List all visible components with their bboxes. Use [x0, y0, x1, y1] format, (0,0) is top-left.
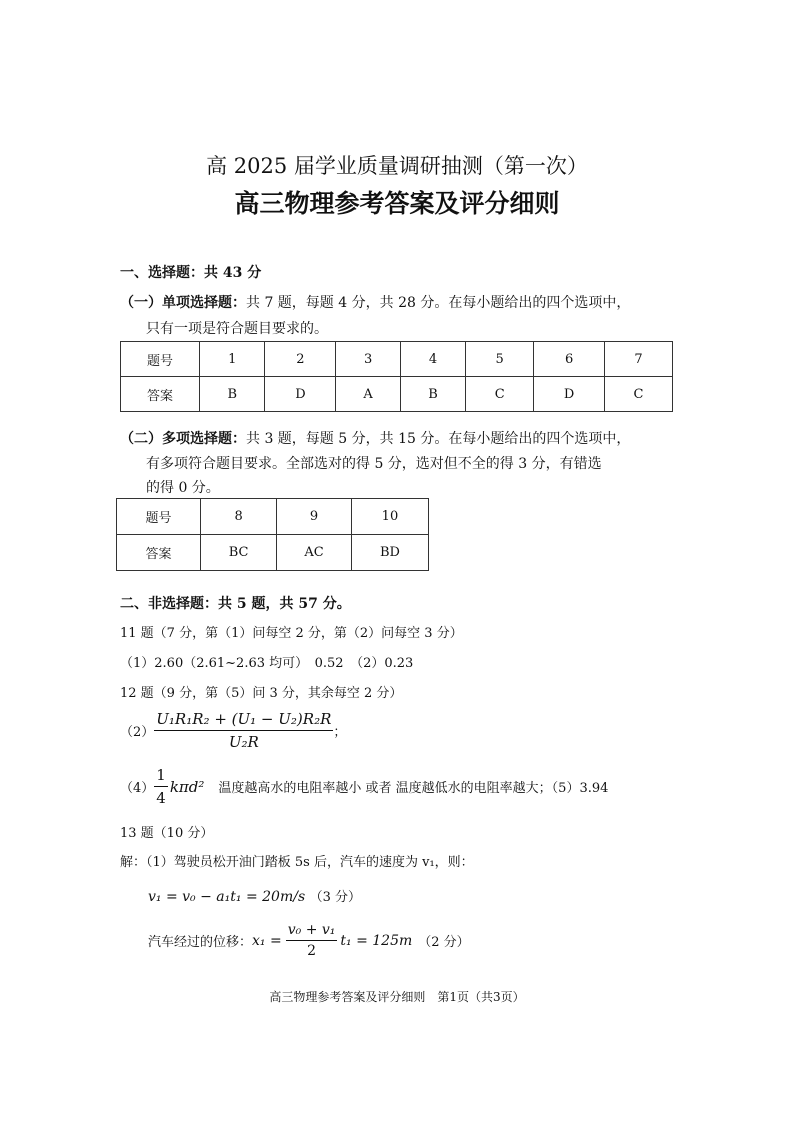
row-header-question: 题号	[121, 342, 200, 377]
answer-cell: C	[466, 377, 534, 412]
q13-equation1	[148, 886, 361, 905]
q12-part2-label: （2）	[120, 725, 155, 740]
section1-heading: 一、选择题：共 43 分	[120, 265, 262, 281]
multi-choice-label: （二）多项选择题：	[120, 431, 246, 447]
single-choice-table	[120, 341, 673, 412]
answer-cell: D	[534, 377, 605, 412]
question-number: 8	[201, 499, 277, 535]
answer-cell: BD	[351, 535, 428, 571]
multi-choice-desc	[120, 428, 630, 448]
q11-title: 11 题（7 分，第（1）问每空 2 分，第（2）问每空 3 分）	[120, 626, 463, 641]
question-number: 1	[200, 342, 265, 377]
q12-title: 12 题（9 分，第（5）问 3 分，其余每空 2 分）	[120, 686, 403, 701]
question-number: 10	[351, 499, 428, 535]
answer-cell: C	[605, 377, 673, 412]
q12-expression: kπd²	[169, 777, 205, 796]
answer-cell: BC	[201, 535, 277, 571]
q13-equation2	[148, 922, 470, 959]
q13-eq2-fraction	[286, 922, 338, 959]
q12-part4-answer	[120, 766, 608, 807]
question-number: 6	[534, 342, 605, 377]
q13-eq2-denominator: 2	[307, 943, 317, 959]
answer-cell: A	[336, 377, 400, 412]
question-number: 5	[466, 342, 534, 377]
answer-cell: B	[400, 377, 465, 412]
q12-semicolon: ；	[333, 725, 347, 740]
multi-choice-desc-line3: 的得 0 分。	[146, 480, 220, 496]
q13-eq2-rhs: t₁ = 125m	[340, 932, 413, 949]
answer-cell: AC	[277, 535, 352, 571]
q13-displacement-label: 汽车经过的位移：	[148, 935, 253, 950]
q13-title: 13 题（10 分）	[120, 826, 214, 841]
single-choice-label: （一）单项选择题：	[120, 295, 246, 311]
question-number: 2	[265, 342, 336, 377]
row-header-answer: 答案	[121, 377, 200, 412]
q12-formula	[154, 710, 333, 751]
q13-eq2-score: （2 分）	[418, 935, 470, 950]
q13-eq1-score: （3 分）	[309, 890, 361, 905]
multi-choice-desc-line1: 共 3 题，每题 5 分，共 15 分。在每小题给出的四个选项中，	[246, 431, 631, 447]
single-choice-desc-line2: 只有一项是符合题目要求的。	[146, 321, 328, 337]
page-footer: 高三物理参考答案及评分细则 第1页（共3页）	[269, 990, 525, 1004]
q12-part4-text: 温度越高水的电阻率越小 或者 温度越低水的电阻率越大；（5）3.94	[218, 781, 609, 796]
question-number: 7	[605, 342, 673, 377]
question-number: 4	[400, 342, 465, 377]
q13-eq2-lhs: x₁ =	[252, 932, 282, 949]
multi-choice-desc-line2: 有多项符合题目要求。全部选对的得 5 分，选对但不全的得 3 分，有错选	[146, 456, 602, 472]
answer-cell: D	[265, 377, 336, 412]
q12-part2-answer	[120, 710, 346, 751]
q13-line1: 解：（1）驾驶员松开油门踏板 5s 后，汽车的速度为 v₁，则：	[120, 855, 474, 870]
q12-part4-label: （4）	[120, 781, 155, 796]
q12-fraction-numerator: 1	[154, 766, 168, 787]
multi-choice-table	[116, 498, 429, 571]
q12-formula-numerator: U₁R₁R₂ + (U₁ − U₂)R₂R	[154, 710, 333, 731]
q11-answer: （1）2.60（2.61~2.63 均可） 0.52 （2）0.23	[120, 656, 414, 671]
question-number: 9	[277, 499, 352, 535]
q12-fraction-denominator: 4	[156, 789, 166, 807]
q12-quarter-fraction	[154, 766, 168, 807]
q13-eq2-numerator: v₀ + v₁	[286, 922, 338, 941]
exam-title: 高 2025 届学业质量调研抽测（第一次）	[206, 154, 588, 178]
single-choice-desc-line1: 共 7 题，每题 4 分，共 28 分。在每小题给出的四个选项中，	[246, 295, 631, 311]
table-row	[117, 499, 429, 535]
question-number: 3	[336, 342, 400, 377]
answer-cell: B	[200, 377, 265, 412]
q13-eq1-formula: v₁ = v₀ − a₁t₁ = 20m/s	[148, 889, 306, 905]
document-title: 高三物理参考答案及评分细则	[234, 189, 560, 218]
table-row	[121, 342, 673, 377]
table-row	[117, 535, 429, 571]
section2-heading: 二、非选择题：共 5 题，共 57 分。	[120, 596, 351, 612]
q12-formula-denominator: U₂R	[228, 733, 259, 751]
row-header-answer: 答案	[117, 535, 201, 571]
single-choice-desc	[120, 292, 630, 312]
row-header-question: 题号	[117, 499, 201, 535]
table-row	[121, 377, 673, 412]
